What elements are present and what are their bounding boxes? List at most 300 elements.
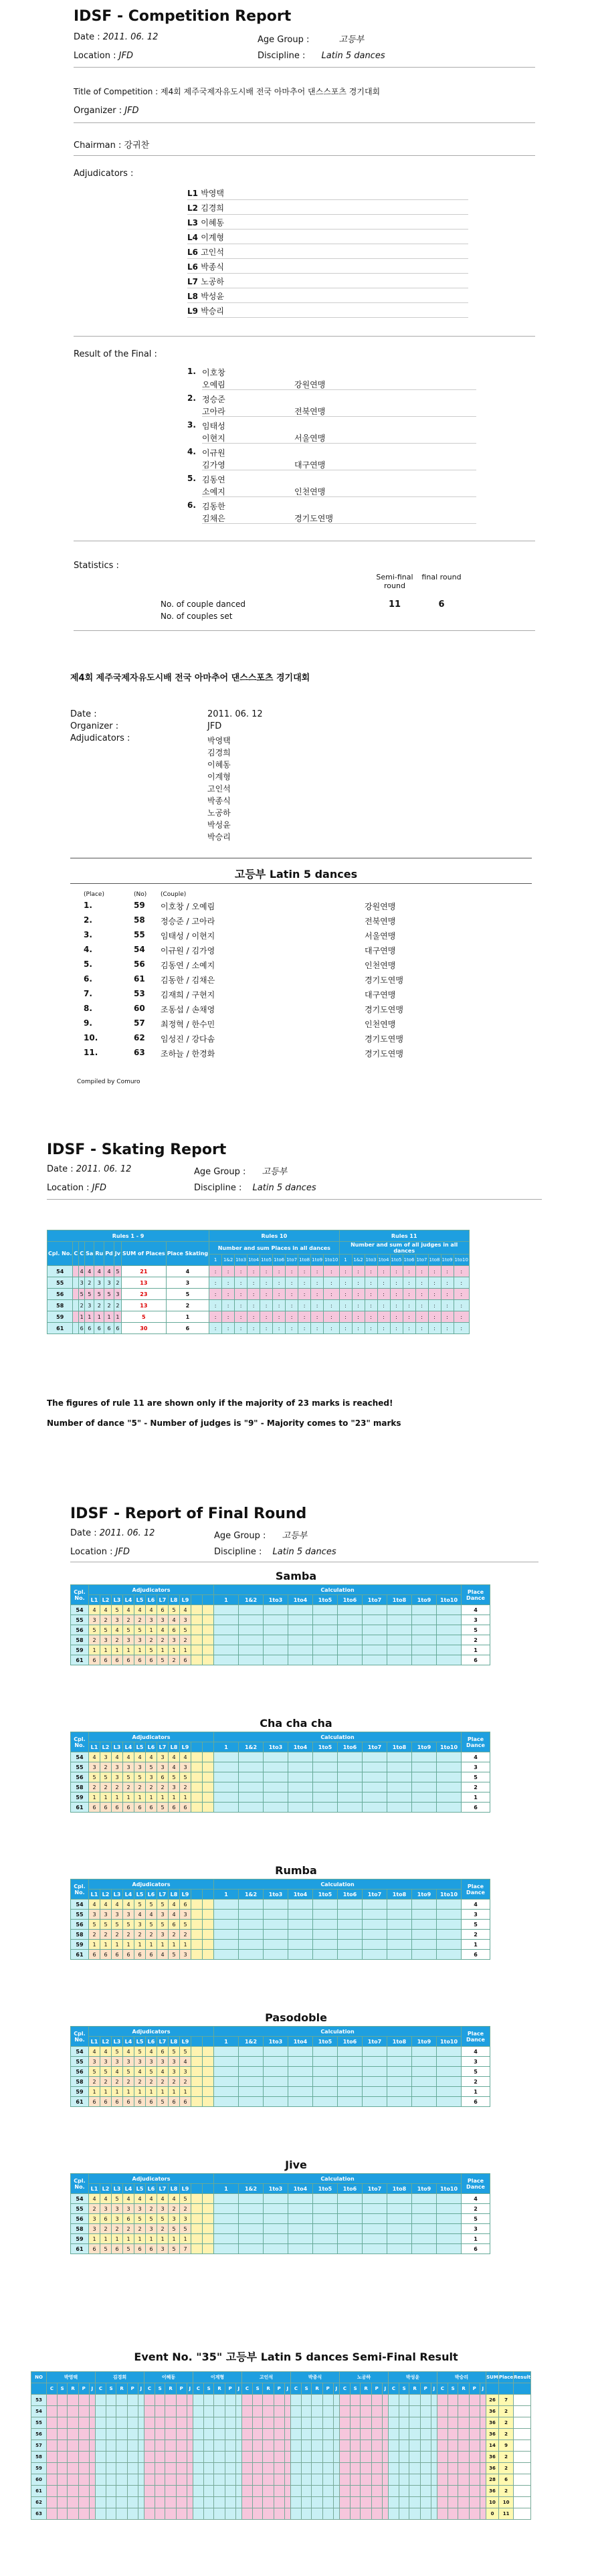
judge-header: L8 xyxy=(169,2184,180,2194)
skating-row xyxy=(47,1311,470,1323)
judge-mark: 4 xyxy=(134,1752,146,1762)
semi-cell xyxy=(47,2406,58,2417)
semi-cell xyxy=(47,2497,58,2508)
semi-cell xyxy=(274,2497,284,2508)
calc-cell xyxy=(313,2057,338,2067)
calc-cell xyxy=(412,1900,437,1910)
semi-cell xyxy=(312,2395,322,2406)
judge-header xyxy=(191,2184,203,2194)
sum-adjudicator: 박종식 xyxy=(207,796,231,806)
judge-mark: 3 xyxy=(89,1762,100,1772)
judge-mark: 1 xyxy=(180,2234,191,2244)
judge-mark xyxy=(203,2047,214,2057)
adjudicators-label: Adjudicators : xyxy=(74,169,134,179)
judge-mark: 2 xyxy=(112,2077,123,2087)
semi-cell xyxy=(399,2395,409,2406)
semi-cell xyxy=(127,2508,138,2520)
skating-calc-cell: : xyxy=(235,1266,248,1277)
semi-cell xyxy=(340,2474,351,2486)
skating-cell: 3 xyxy=(104,1277,114,1289)
calc-cell xyxy=(412,2047,437,2057)
judge-mark: 4 xyxy=(180,1605,191,1615)
sum-no: 63 xyxy=(134,1048,145,1057)
semi-cell xyxy=(420,2474,431,2486)
skating-header: Number and sum Places in all dances xyxy=(209,1242,339,1255)
result-row xyxy=(187,500,482,526)
calc-cell xyxy=(412,1950,437,1960)
judge-header: L3 xyxy=(112,1742,123,1752)
judge-mark xyxy=(203,1762,214,1772)
final-title: IDSF - Report of Final Round xyxy=(70,1505,307,1522)
calc-cell xyxy=(387,1930,412,1940)
semi-cell xyxy=(187,2508,193,2520)
semi-judge-header: 박성윤 xyxy=(389,2372,437,2383)
semi-cell xyxy=(116,2452,127,2463)
judge-header xyxy=(191,1595,203,1605)
judge-mark: 3 xyxy=(157,1752,169,1762)
judge-mark: 5 xyxy=(146,2067,157,2077)
calc-cell xyxy=(363,1930,387,1940)
semi-cell xyxy=(242,2406,253,2417)
dance-row xyxy=(71,1752,490,1762)
sum-place: 2. xyxy=(84,915,92,925)
judge-mark: 5 xyxy=(123,1625,134,1635)
judge-header: L9 xyxy=(180,1742,191,1752)
semi-cell xyxy=(301,2486,312,2497)
semi-cell xyxy=(458,2486,469,2497)
semi-cell xyxy=(350,2474,361,2486)
semi-col: R xyxy=(214,2383,225,2395)
skating-col-header: 1to10 xyxy=(454,1255,469,1266)
skating-calc-cell: : xyxy=(415,1300,428,1311)
dance-row xyxy=(71,1655,490,1665)
semi-cell xyxy=(68,2474,78,2486)
sum-federation: 서울연맹 xyxy=(365,931,396,941)
semi-cell xyxy=(242,2508,253,2520)
semi-col: S xyxy=(252,2383,263,2395)
calc-cell xyxy=(338,1910,363,1920)
sum-couple: 정승준 / 고아라 xyxy=(161,917,215,926)
calc-cell xyxy=(214,1752,239,1762)
calc-cell xyxy=(412,1930,437,1940)
semi-cell xyxy=(399,2486,409,2497)
semi-no: 63 xyxy=(31,2508,47,2520)
skating-cell xyxy=(73,1277,79,1289)
semi-cell xyxy=(225,2474,235,2486)
judge-header xyxy=(203,2037,214,2047)
semi-cell xyxy=(420,2497,431,2508)
semi-cell xyxy=(291,2508,302,2520)
skating-cell: 4 xyxy=(94,1266,104,1277)
skating-col-header: 1to6 xyxy=(273,1255,286,1266)
skating-cell: 1 xyxy=(104,1311,114,1323)
dance-place: 3 xyxy=(462,1910,490,1920)
judge-mark: 3 xyxy=(123,2057,134,2067)
semi-cell xyxy=(437,2497,448,2508)
semi-cell xyxy=(431,2406,437,2417)
age-value: 고등부 xyxy=(338,35,365,45)
semi-no: 57 xyxy=(31,2440,47,2452)
semi-cell xyxy=(420,2486,431,2497)
semi-cell xyxy=(203,2508,214,2520)
semi-cell xyxy=(312,2440,322,2452)
judge-mark: 1 xyxy=(89,1940,100,1950)
sum-couple: 이호창 / 오예림 xyxy=(161,902,215,911)
calc-cell xyxy=(313,1635,338,1645)
calc-cell xyxy=(214,2067,239,2077)
semi-place: 7 xyxy=(499,2395,514,2406)
semi-cell xyxy=(225,2463,235,2474)
judge-mark: 3 xyxy=(89,2224,100,2234)
semi-cell xyxy=(225,2417,235,2429)
semi-cell xyxy=(301,2406,312,2417)
semi-cell xyxy=(187,2429,193,2440)
semi-cell xyxy=(89,2440,95,2452)
semi-cell xyxy=(263,2440,274,2452)
calc-header: 1to7 xyxy=(363,1595,387,1605)
semi-cell xyxy=(382,2463,388,2474)
judge-mark: 5 xyxy=(100,1920,112,1930)
semi-row xyxy=(31,2406,531,2417)
judge-mark: 6 xyxy=(123,2214,134,2224)
skating-calc-cell: : xyxy=(248,1323,260,1334)
calc-cell xyxy=(288,1950,313,1960)
judge-mark xyxy=(203,2214,214,2224)
semi-cell xyxy=(389,2463,399,2474)
semi-cell xyxy=(78,2463,89,2474)
semi-cell xyxy=(469,2463,480,2474)
result-row xyxy=(187,420,482,446)
skating-calc-cell: : xyxy=(390,1266,403,1277)
judge-mark xyxy=(191,1940,203,1950)
semi-cell xyxy=(176,2395,187,2406)
skating-calc-cell: : xyxy=(403,1311,415,1323)
dance-table-wrap xyxy=(70,1732,490,1813)
semi-final-table xyxy=(31,2371,531,2520)
calc-header: 1to8 xyxy=(387,2037,412,2047)
semi-cell xyxy=(409,2486,420,2497)
statistics xyxy=(0,549,592,622)
judge-mark: 3 xyxy=(100,1910,112,1920)
semi-col: C xyxy=(144,2383,155,2395)
semi-cell xyxy=(176,2440,187,2452)
semi-cell xyxy=(165,2463,176,2474)
semi-cell xyxy=(333,2406,339,2417)
skating-calc-cell: : xyxy=(454,1323,469,1334)
judge-mark: 1 xyxy=(146,1940,157,1950)
semi-cell xyxy=(47,2474,58,2486)
semi-count: 11 xyxy=(388,600,401,610)
semi-cell xyxy=(399,2463,409,2474)
semi-cell xyxy=(176,2417,187,2429)
semi-cell xyxy=(138,2508,144,2520)
semi-no: 56 xyxy=(31,2429,47,2440)
calc-cell xyxy=(288,2047,313,2057)
semi-cell xyxy=(193,2429,204,2440)
semi-cell xyxy=(144,2463,155,2474)
calc-cell xyxy=(338,2214,363,2224)
judge-mark xyxy=(203,1752,214,1762)
semi-judge-header: 박승리 xyxy=(437,2372,486,2383)
judge-mark: 2 xyxy=(134,1782,146,1792)
semi-row xyxy=(31,2417,531,2429)
judge-mark: 6 xyxy=(112,1803,123,1813)
judge-mark: 5 xyxy=(89,1625,100,1635)
calc-header: 1to8 xyxy=(387,1595,412,1605)
semi-cell xyxy=(301,2452,312,2463)
skating-cpl: 55 xyxy=(47,1277,73,1289)
skating-calc-cell: : xyxy=(352,1289,365,1300)
calc-header: 1to10 xyxy=(437,1890,462,1900)
semi-cell xyxy=(361,2497,371,2508)
semi-cell xyxy=(225,2486,235,2497)
dance-table xyxy=(70,2173,490,2254)
judge-header: L2 xyxy=(100,2037,112,2047)
judge-mark: 1 xyxy=(89,1792,100,1803)
calc-cell xyxy=(363,2057,387,2067)
judge-mark: 4 xyxy=(146,1752,157,1762)
result-federation: 강원연맹 xyxy=(294,380,326,389)
calc-cell xyxy=(437,2057,462,2067)
semi-col: R xyxy=(165,2383,176,2395)
sum-federation: 경기도연맹 xyxy=(365,1005,403,1014)
judge-mark: 4 xyxy=(123,2194,134,2204)
skating-row xyxy=(47,1266,470,1277)
semi-cell xyxy=(242,2429,253,2440)
judge-mark: 5 xyxy=(146,1900,157,1910)
semi-cell xyxy=(193,2508,204,2520)
judge-mark: 5 xyxy=(180,2224,191,2234)
judge-mark: 2 xyxy=(169,2204,180,2214)
judge-mark xyxy=(203,1782,214,1792)
semi-cell xyxy=(116,2440,127,2452)
judge-mark xyxy=(203,2097,214,2107)
skating-calc-cell: : xyxy=(403,1266,415,1277)
sum-no: 62 xyxy=(134,1033,145,1042)
judge-mark xyxy=(191,1782,203,1792)
skating-calc-cell: : xyxy=(209,1323,222,1334)
calc-cell xyxy=(239,2077,264,2087)
dance-cpl: 56 xyxy=(71,2067,89,2077)
calc-cell xyxy=(338,1930,363,1940)
calc-cell xyxy=(437,2234,462,2244)
result-place: 4. xyxy=(187,447,196,456)
semi-cell xyxy=(106,2497,116,2508)
semi-cell xyxy=(399,2440,409,2452)
sk-loc: JFD xyxy=(92,1183,106,1193)
semi-cell xyxy=(78,2395,89,2406)
calc-cell xyxy=(264,2234,288,2244)
judge-mark: 6 xyxy=(180,1655,191,1665)
semi-cell xyxy=(382,2417,388,2429)
semi-cell xyxy=(312,2417,322,2429)
judge-mark: 2 xyxy=(100,1615,112,1625)
judge-mark xyxy=(203,1625,214,1635)
semi-cell xyxy=(350,2497,361,2508)
semi-header xyxy=(31,2383,47,2395)
semi-cell xyxy=(106,2463,116,2474)
semi-cell xyxy=(284,2474,290,2486)
semi-col: P xyxy=(225,2383,235,2395)
semi-cell xyxy=(144,2429,155,2440)
judge-mark: 1 xyxy=(123,2234,134,2244)
calc-header: 1to5 xyxy=(313,2037,338,2047)
semi-cell xyxy=(96,2463,106,2474)
calc-cell xyxy=(387,1792,412,1803)
calc-cell xyxy=(363,2204,387,2214)
calc-cell xyxy=(313,1645,338,1655)
dance-cpl: 54 xyxy=(71,1605,89,1615)
dance-cpl: 56 xyxy=(71,1772,89,1782)
calc-cell xyxy=(363,2067,387,2077)
judge-mark: 3 xyxy=(169,1635,180,1645)
calc-header: 1 xyxy=(214,1742,239,1752)
result-partner: 소예지 xyxy=(202,487,225,496)
semi-cell xyxy=(96,2497,106,2508)
calc-cell xyxy=(387,2244,412,2254)
semi-result xyxy=(514,2508,531,2520)
semi-cell xyxy=(78,2452,89,2463)
skating-calc-cell: : xyxy=(248,1289,260,1300)
semi-cell xyxy=(284,2429,290,2440)
calc-header: 1to5 xyxy=(313,1595,338,1605)
semi-cell xyxy=(187,2417,193,2429)
semi-cell xyxy=(333,2474,339,2486)
semi-cell xyxy=(291,2395,302,2406)
judge-mark: 4 xyxy=(112,1900,123,1910)
adjudicator-name: 박영택 xyxy=(201,189,224,198)
calc-cell xyxy=(264,2224,288,2234)
semi-cell xyxy=(420,2440,431,2452)
dance-name: Samba xyxy=(275,1570,317,1582)
judge-mark: 2 xyxy=(146,1930,157,1940)
dance-header: Calculation xyxy=(214,1879,462,1890)
judge-mark: 3 xyxy=(100,1752,112,1762)
semi-cell xyxy=(165,2508,176,2520)
sum-federation: 전북연맹 xyxy=(365,917,396,926)
calc-cell xyxy=(214,1792,239,1803)
skating-calc-cell: : xyxy=(248,1266,260,1277)
semi-cell xyxy=(214,2474,225,2486)
semi-cell xyxy=(96,2395,106,2406)
semi-cell xyxy=(89,2486,95,2497)
calc-cell xyxy=(214,1605,239,1615)
judge-mark: 6 xyxy=(112,1950,123,1960)
calc-cell xyxy=(288,1772,313,1782)
judge-mark: 1 xyxy=(180,1940,191,1950)
calc-cell xyxy=(412,1940,437,1950)
semi-cell xyxy=(225,2406,235,2417)
organizer-label: Organizer : xyxy=(74,106,122,116)
semi-cell xyxy=(187,2440,193,2452)
semi-cell xyxy=(340,2452,351,2463)
calc-cell xyxy=(239,1645,264,1655)
skating-calc-cell: : xyxy=(454,1311,469,1323)
judge-mark: 4 xyxy=(169,1900,180,1910)
judge-mark: 4 xyxy=(134,1605,146,1615)
calc-cell xyxy=(288,2204,313,2214)
semi-cell xyxy=(437,2486,448,2497)
fr-disc-label: Discipline : xyxy=(214,1547,262,1557)
skating-cell: 1 xyxy=(79,1311,85,1323)
skating-cpl: 61 xyxy=(47,1323,73,1334)
skating-cell: 2 xyxy=(85,1277,94,1289)
calc-cell xyxy=(437,2204,462,2214)
semi-cell xyxy=(420,2429,431,2440)
judge-mark: 6 xyxy=(112,2244,123,2254)
semi-cell xyxy=(57,2417,68,2429)
judge-mark: 3 xyxy=(134,1762,146,1772)
semi-cell xyxy=(431,2452,437,2463)
semi-cell xyxy=(225,2429,235,2440)
semi-cell xyxy=(291,2406,302,2417)
judge-mark: 3 xyxy=(157,1615,169,1625)
calc-cell xyxy=(214,1615,239,1625)
semi-cell xyxy=(469,2452,480,2463)
calc-cell xyxy=(437,1910,462,1920)
dance-row xyxy=(71,1615,490,1625)
semi-cell xyxy=(350,2440,361,2452)
calc-cell xyxy=(338,2097,363,2107)
skating-calc-cell: : xyxy=(441,1277,454,1289)
sum-couple: 김동한 / 김채은 xyxy=(161,976,215,985)
judge-mark xyxy=(203,1635,214,1645)
skating-cell: 5 xyxy=(104,1289,114,1300)
semi-cell xyxy=(469,2508,480,2520)
dance-header: Adjudicators xyxy=(89,1585,214,1595)
semi-cell xyxy=(399,2429,409,2440)
competition-report xyxy=(0,0,592,523)
skating-col-header: 1to7 xyxy=(286,1255,298,1266)
dance-row xyxy=(71,2047,490,2057)
judge-mark: 2 xyxy=(134,2077,146,2087)
dance-header: Calculation xyxy=(214,1585,462,1595)
calc-cell xyxy=(338,1950,363,1960)
semi-no: 61 xyxy=(31,2486,47,2497)
judge-mark xyxy=(191,2077,203,2087)
semi-sum: 28 xyxy=(486,2474,499,2486)
calc-cell xyxy=(412,1752,437,1762)
semi-cell xyxy=(203,2429,214,2440)
semi-cell xyxy=(214,2440,225,2452)
judge-mark: 5 xyxy=(100,2244,112,2254)
calc-cell xyxy=(387,1635,412,1645)
skating-calc-cell: : xyxy=(390,1289,403,1300)
judge-header: L7 xyxy=(157,1890,169,1900)
adjudicator-code: L3 xyxy=(187,218,201,227)
judge-mark: 5 xyxy=(157,1920,169,1930)
skating-note-2: Number of dance "5" - Number of judges is "9" - Majority comes to "23" marks xyxy=(47,1418,401,1428)
skating-header: Jv xyxy=(114,1242,121,1266)
calc-cell xyxy=(437,2194,462,2204)
skating-col-header: 1to5 xyxy=(390,1255,403,1266)
skating-calc-cell: : xyxy=(324,1289,339,1300)
calc-header: 1to3 xyxy=(264,1890,288,1900)
semi-col: R xyxy=(68,2383,78,2395)
judge-mark: 1 xyxy=(134,1940,146,1950)
dance-place: 1 xyxy=(462,1940,490,1950)
semi-cell xyxy=(480,2508,486,2520)
judge-mark: 5 xyxy=(112,2047,123,2057)
judge-mark: 6 xyxy=(146,2244,157,2254)
judge-mark xyxy=(191,2194,203,2204)
judge-mark: 3 xyxy=(146,1772,157,1782)
semi-cell xyxy=(155,2486,165,2497)
result-leader: 김동한 xyxy=(202,502,225,511)
skating-calc-cell: : xyxy=(365,1323,377,1334)
skating-row xyxy=(47,1277,470,1289)
semi-cell xyxy=(333,2497,339,2508)
